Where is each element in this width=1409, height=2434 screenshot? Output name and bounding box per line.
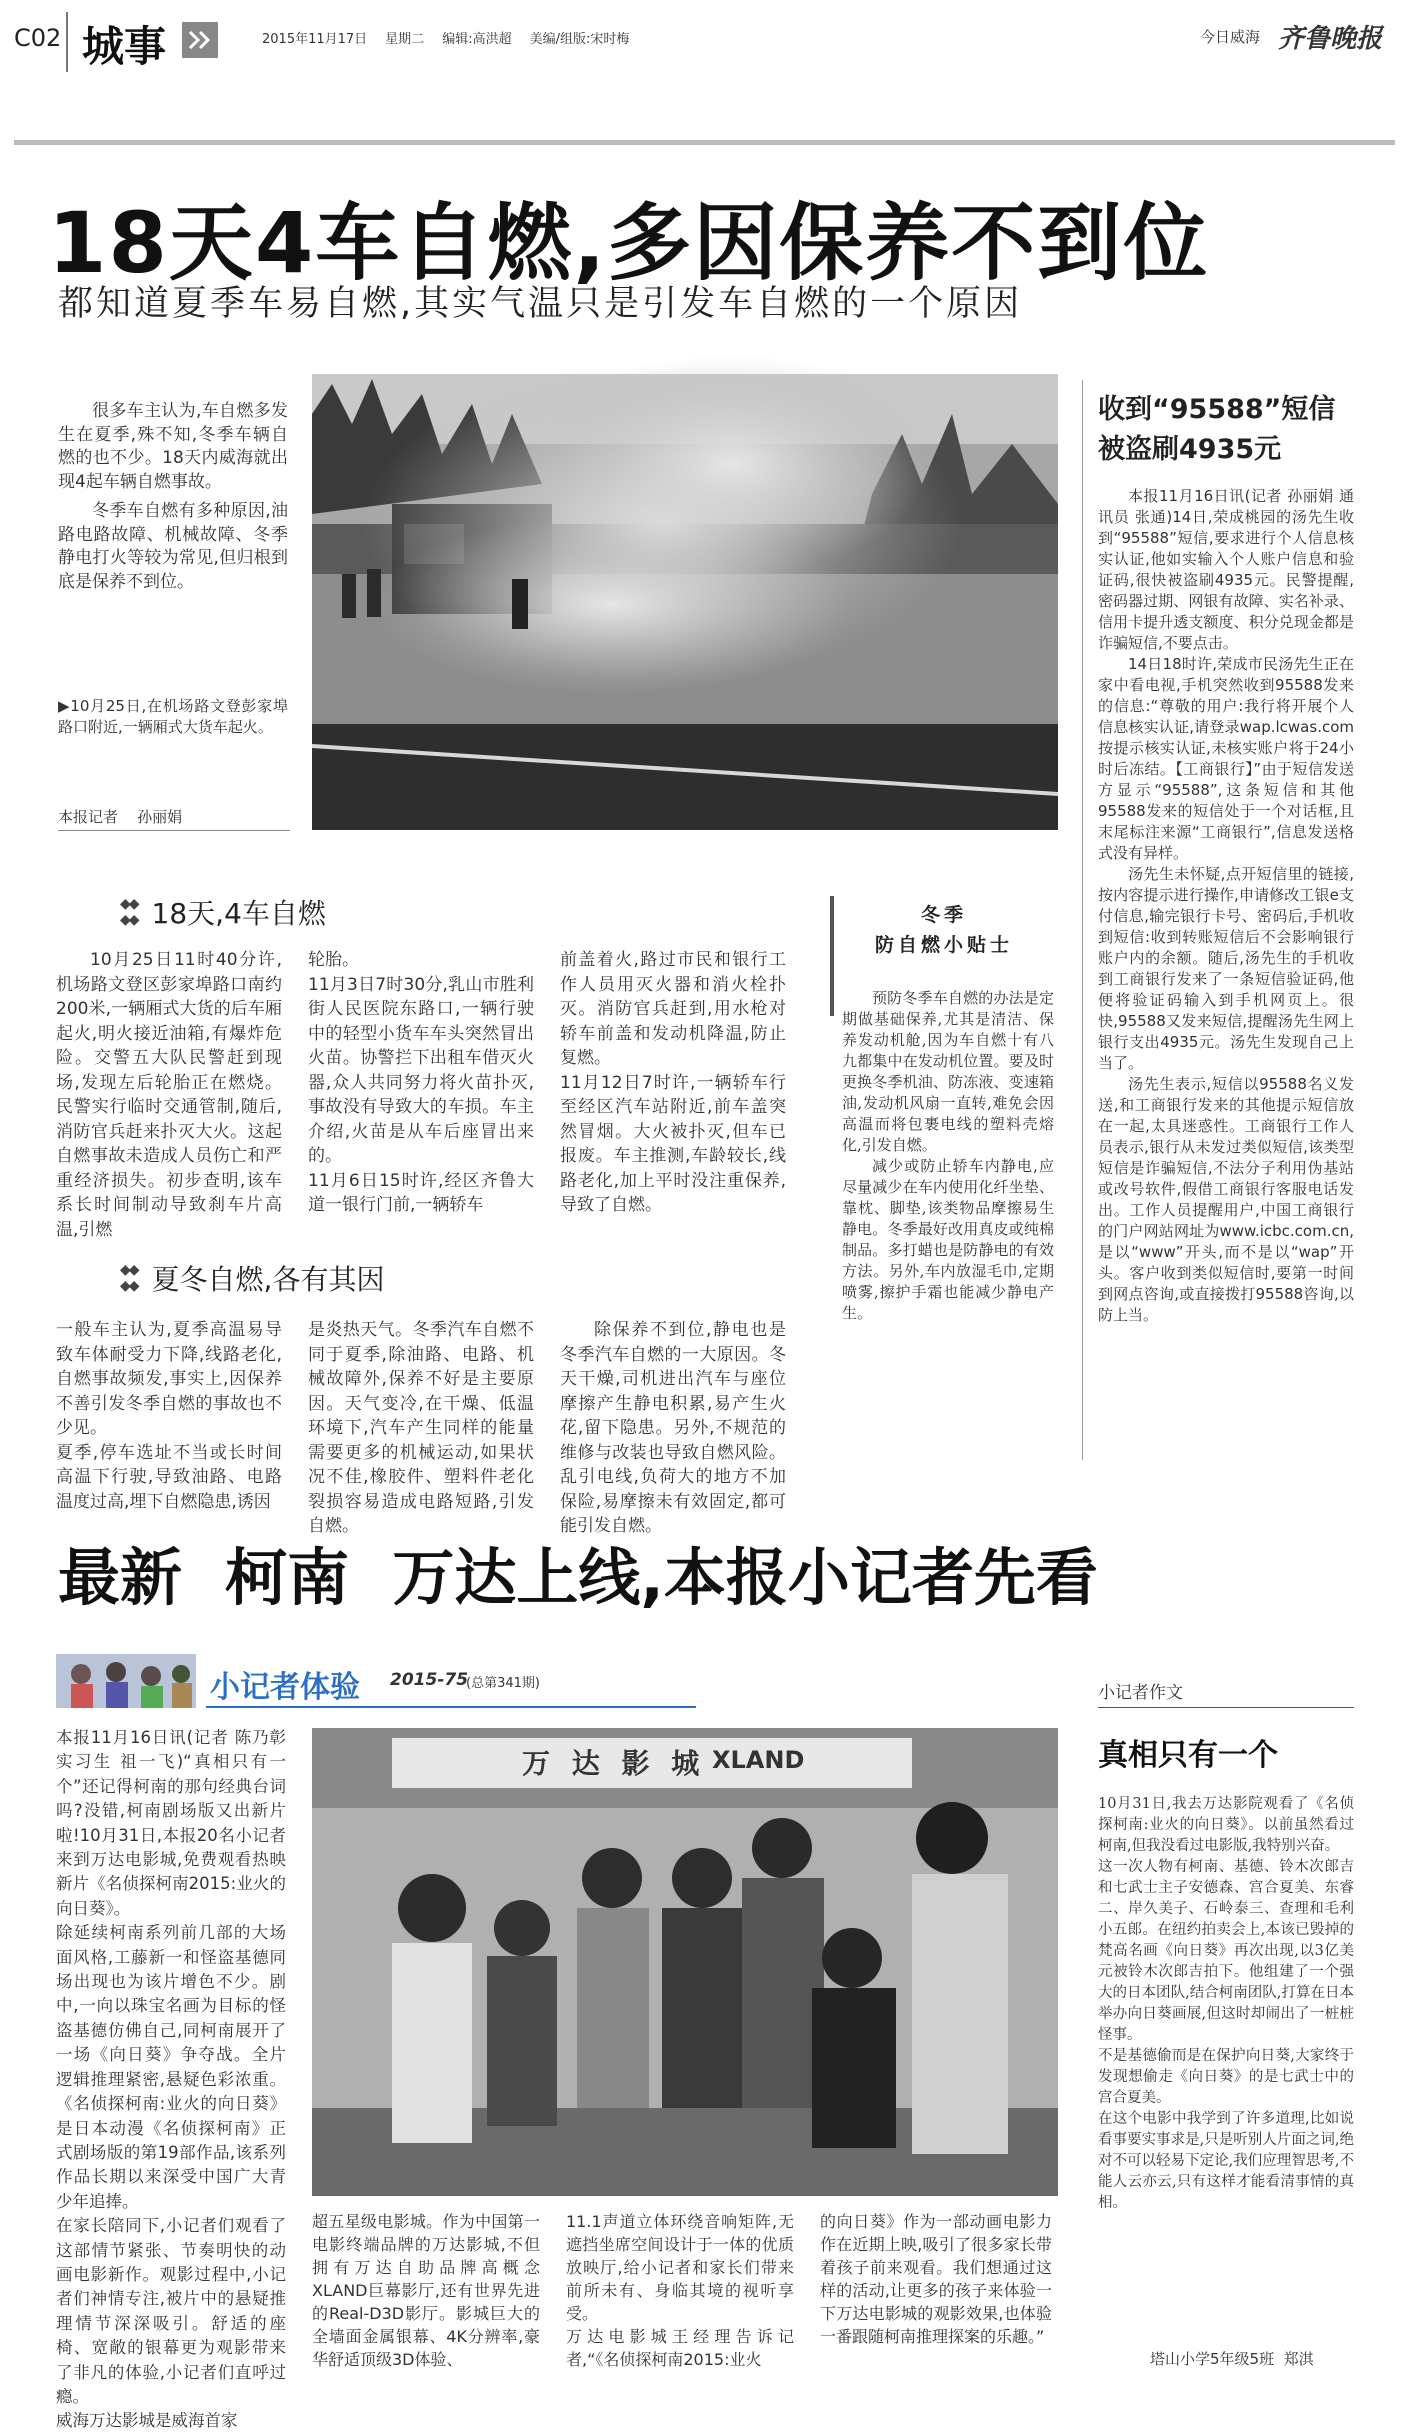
- sidebar-paragraph-1: 本报11月16日讯(记者 孙丽娟 通讯员 张通)14日,荣成桃园的汤先生收到“95588”短信,要求进行个人信息核实认证,他如实输入个人账户信息和验证码,很快被盗刷4935元。民警提醒,密码器过期、网银有故障、实名补录、信用卡提升透支额度、积分兑现金都是诈骗短信,不要点击。: [1098, 487, 1354, 652]
- story2-col3: [566, 2210, 794, 2371]
- paper-logo: 齐鲁晚报: [1278, 24, 1383, 54]
- kids-thumbnail: [56, 1654, 196, 1708]
- section1-title: [120, 892, 326, 932]
- essay-body: 10月31日,我去万达影院观看了《名侦探柯南:业火的向日葵》。以前虽然看过柯南,但我没看过电影版,我特别兴奋。 这一次人物有柯南、基德、铃木次郎吉和七武士主子安德森、宫合夏美、东睿二、岸久美子、石岭泰三、查理和毛利小五郎。在纽约拍卖会上,本该已毁掉的梵高名画《向日葵》再次出现,以3亿美元被铃木次郎吉拍下。他组建了一个强大的日本团队,结合柯南团队,打算在日本举办向日葵画展,但这时却闹出了一桩桩怪事。 不是基德偷而是在保护向日葵,大家终于发现想偷走《向日葵》的是七武士中的宫合夏美。 在这个电影中我学到了许多道理,比如说看事要实事求是,只是听别人片面之词,绝对不可以轻易下定论,我们应理智思考,不能人云亦云,只有这样才能看清事情的真相。: [1098, 1796, 1354, 2211]
- story2-col4: [820, 2210, 1052, 2348]
- section2-title-text: 夏冬自燃,各有其因: [151, 1263, 385, 1296]
- group-photo: [312, 1728, 1058, 2196]
- edition-name: 今日威海: [1200, 28, 1261, 46]
- story2-headline: 最新 柯南 万达上线,本报小记者先看: [58, 1541, 1098, 1614]
- tips-title-2: 防自燃小贴士: [874, 934, 1013, 956]
- masthead: [0, 0, 1409, 92]
- sidebar-paragraph-2: 14日18时许,荣成市民汤先生正在家中看电视,手机突然收到95588发来的信息:“尊敬的用户:我行将开展个人信息核实认证,请登录wap.lcwas.com按提示核实认证,未核实账户将于24小时后冻结。【工商银行】”由于短信发送方显示“95588”,这条短信和其他95588发来的短信处于一个对话框,且末尾标注来源“工商银行”,信息发送格式没有异样。: [1098, 655, 1354, 862]
- story2-col2-text: 超五星级电影城。作为中国第一电影终端品牌的万达影城,不但拥有万达自助品牌高概念XLAND巨幕影厅,还有世界先进的Real-D3D影厅。影城巨大的全墙面金属银幕、4K分辨率,豪华舒适顶级3D体验、: [312, 2212, 540, 2369]
- section2-col3-text: 除保养不到位,静电也是冬季汽车自燃的一大原因。冬天干燥,司机进出汽车与座位摩擦产生静电积累,易产生火花,留下隐患。另外,不规范的维修与改装也导致自燃风险。乱引电线,负荷大的地方不加保险,易摩擦未有效固定,都可能引发自燃。: [560, 1320, 786, 1536]
- story2-col1-text: 本报11月16日讯(记者 陈乃彰 实习生 祖一飞)“真相只有一个”还记得柯南的那句经典台词吗?没错,柯南剧场版又出新片啦!10月31日,本报20名小记者来到万达电影城,免费观看热映新片《名侦探柯南2015:业火的向日葵》。 除延续柯南系列前几部的大场面风格,工藤新一和怪盗基德同场出现也为该片增色不少。剧中,一向以珠宝名画为目标的怪盗基德仿佛自己,同柯南展开了一场《向日葵》争夺战。全片逻辑推理紧密,悬疑色彩浓重。《名侦探柯南:业火的向日葵》是日本动漫《名侦探柯南》正式剧场版的第19部作品,该系列作品长期以来深受中国广大青少年追捧。 在家长陪同下,小记者们观看了这部情节紧张、节奏明快的动画电影新作。观影过程中,小记者们神情专注,被片中的悬疑推理情节深深吸引。舒适的座椅、宽敞的银幕更为观影带来了非凡的体验,小记者们直呼过瘾。 威海万达影城是威海首家: [56, 1728, 286, 2431]
- sidebar-divider: [1082, 380, 1083, 1460]
- page-number: C02: [14, 24, 62, 52]
- tips-paragraph-2: 减少或防止轿车内静电,应尽量减少在车内使用化纤坐垫、靠枕、脚垫,该类物品摩擦易生静电。冬季最好改用真皮或纯棉制品。多打蜡也是防静电的有效方法。另外,车内放湿毛巾,定期喷雾,擦护手霜也能减少静电产生。: [842, 1157, 1054, 1322]
- lede-paragraph-2: 冬季车自燃有多种原因,油路电路故障、机械故障、冬季静电打火等较为常见,但归根到底是保养不到位。: [58, 501, 288, 592]
- banner-rule: [206, 1706, 696, 1708]
- essay-title: 真相只有一个: [1098, 1738, 1278, 1773]
- section2-col2-text: 是炎热天气。冬季汽车自燃不同于夏季,除油路、电路、机械故障外,保养不好是主要原因。天气变冷,在干燥、低温环境下,汽车产生同样的能量需要更多的机械运动,如果状况不佳,橡胶件、塑料件老化裂损容易造成电路短路,引发自燃。: [308, 1320, 534, 1536]
- story2-col1: [56, 1726, 286, 2434]
- double-chevron-icon: [182, 22, 218, 58]
- story1-headline: 18天4车自燃,多因保养不到位: [48, 194, 1210, 292]
- section2-col1: [56, 1318, 282, 1514]
- section2-col1-text: 一般车主认为,夏季高温易导致车体耐受力下降,线路老化,自燃事故频发,事实上,因保养不善引发冬季自燃的事故也不少见。 夏季,停车选址不当或长时间高温下行驶,导致油路、电路温度过高,埋下自燃隐患,诱因: [56, 1320, 282, 1512]
- masthead-meta: [262, 28, 629, 47]
- designer-credit: 美编/组版:宋时梅: [529, 32, 630, 47]
- reporter-banner: [56, 1650, 696, 1712]
- banner-title: 小记者体验: [210, 1670, 360, 1705]
- story2-col3-text: 11.1声道立体环绕音响矩阵,无遮挡坐席空间设计于一体的优质放映厅,给小记者和家长们带来前所未有、身临其境的视听享受。 万达电影城王经理告诉记者,“《名侦探柯南2015:业火: [566, 2212, 794, 2369]
- diamond-cluster-icon: ◆◆ ◆◆: [120, 1262, 138, 1294]
- section2-col2: [308, 1318, 534, 1539]
- essay-tag: 小记者作文: [1098, 1678, 1354, 1708]
- masthead-rule: [14, 140, 1395, 145]
- sidebar-title-1: 收到“95588”短信: [1098, 394, 1336, 425]
- sidebar-paragraph-3: 汤先生未怀疑,点开短信里的链接,按内容提示进行操作,申请修改工银e支付信息,输完银行卡号、密码后,手机收到短信:收到转账短信后不会影响银行账户内的余额。随后,汤先生的手机收到工商银行发来了一条短信验证码,他便将验证码输入到手机网页上。很快,95588又发来短信,提醒汤先生网上银行支出4935元。汤先生发现自己上当了。: [1098, 865, 1354, 1072]
- story2-col4-text: 的向日葵》作为一部动画电影力作在近期上映,吸引了很多家长带着孩子前来观看。我们想通过这样的活动,让更多的孩子来体验一下万达电影城的观影效果,也体验一番跟随柯南推理探案的乐趣。”: [820, 2212, 1052, 2346]
- section1-title-text: 18天,4车自燃: [151, 897, 326, 930]
- story2-col2: [312, 2210, 540, 2371]
- banner-total: (总第341期): [466, 1676, 540, 1691]
- tips-body: [842, 988, 1054, 1324]
- sidebar-title-2: 被盗刷4935元: [1098, 434, 1282, 465]
- story1-subhead: 都知道夏季车易自燃,其实气温只是引发车自燃的一个原因: [58, 284, 1023, 324]
- section1-col1-text: 10月25日11时40分许,机场路文登区彭家埠路口南约200米,一辆厢式大货的后车厢起火,明火接近油箱,有爆炸危险。交警五大队民警赶到现场,发现左后轮胎正在燃烧。民警实行临时交通管制,随后,消防官兵赶来扑灭大火。这起自燃事故未造成人员伤亡和严重经济损失。初步查明,该车系长时间制动导致刹车片高温,引燃: [56, 950, 282, 1240]
- issue-weekday: 星期二: [385, 32, 425, 47]
- theater-sign: 万 达 影 城: [522, 1747, 706, 1780]
- sidebar-story: [1098, 390, 1354, 1326]
- section1-col1: [56, 948, 282, 1242]
- section-name: 城事: [82, 22, 167, 71]
- masthead-divider: [66, 12, 68, 72]
- editor-credit: 编辑:高洪超: [442, 32, 512, 47]
- diamond-cluster-icon: ◆◆ ◆◆: [120, 896, 138, 928]
- photo-caption: ▶10月25日,在机场路文登彭家埠路口附近,一辆厢式大货车起火。: [58, 697, 288, 736]
- issue-date: 2015年11月17日: [262, 32, 368, 47]
- section2-col3: [560, 1318, 786, 1539]
- section2-title: [120, 1258, 384, 1298]
- lede-paragraph-1: 很多车主认为,车自燃多发生在夏季,殊不知,冬季车辆自燃的也不少。18天内威海就出现4起车辆自燃事故。: [58, 401, 288, 492]
- tips-box: [830, 896, 1058, 1322]
- tips-title-1: 冬季: [920, 904, 967, 926]
- car-fire-photo: [312, 374, 1058, 830]
- section1-col3-text: 前盖着火,路过市民和银行工作人员用灭火器和消火栓扑灭。消防官兵赶到,用水枪对轿车前盖和发动机降温,防止复燃。 11月12日7时许,一辆轿车行至经区汽车站附近,前车盖突然冒烟。大火被扑灭,但车已报废。车主推测,车龄较长,线路老化,加上平时没注重保养,导致了自燃。: [560, 950, 786, 1215]
- xland-sign: XLAND: [712, 1746, 805, 1774]
- byline-rule: [58, 830, 290, 831]
- story1-lede: [58, 400, 288, 594]
- section1-col2-text: 轮胎。 11月3日7时30分,乳山市胜利街人民医院东路口,一辆行驶中的轻型小货车车头突然冒出火苗。协警拦下出租车借灭火器,众人共同努力将火苗扑灭,事故没有导致大的车损。车主介绍,火苗是从车后座冒出来的。 11月6日15时许,经区齐鲁大道一银行门前,一辆轿车: [308, 950, 534, 1215]
- banner-issue: 2015-75: [390, 1670, 469, 1690]
- story1-byline: 本报记者 孙丽娟: [58, 808, 183, 826]
- sidebar-paragraph-4: 汤先生表示,短信以95588名义发送,和工商银行发来的其他提示短信放在一起,太具迷惑性。工商银行工作人员表示,银行从未发过类似短信,该类型短信是诈骗短信,不法分子利用伪基站或改号软件,假借工商银行客服电话发出。工作人员提醒用户,中国工商银行的门户网站网址为www.icbc.com.cn,是以“www”开头,而不是以“wap”开头。客户收到类似短信时,要第一时间到网点咨询,或直接拨打95588咨询,以防上当。: [1098, 1075, 1354, 1324]
- sidebar-body: [1098, 486, 1354, 1326]
- tips-paragraph-1: 预防冬季车自燃的办法是定期做基础保养,尤其是清洁、保养发动机舱,因为车自燃十有八九都集中在发动机位置。要及时更换冬季机油、防冻液、变速箱油,发动机风扇一直转,难免会因高温而将包裹电线的塑料壳熔化,引发自燃。: [842, 989, 1054, 1154]
- section1-col3: [560, 948, 786, 1218]
- essay-author: 塔山小学5年级5班 郑淇: [1150, 2350, 1314, 2368]
- section1-col2: [308, 948, 534, 1218]
